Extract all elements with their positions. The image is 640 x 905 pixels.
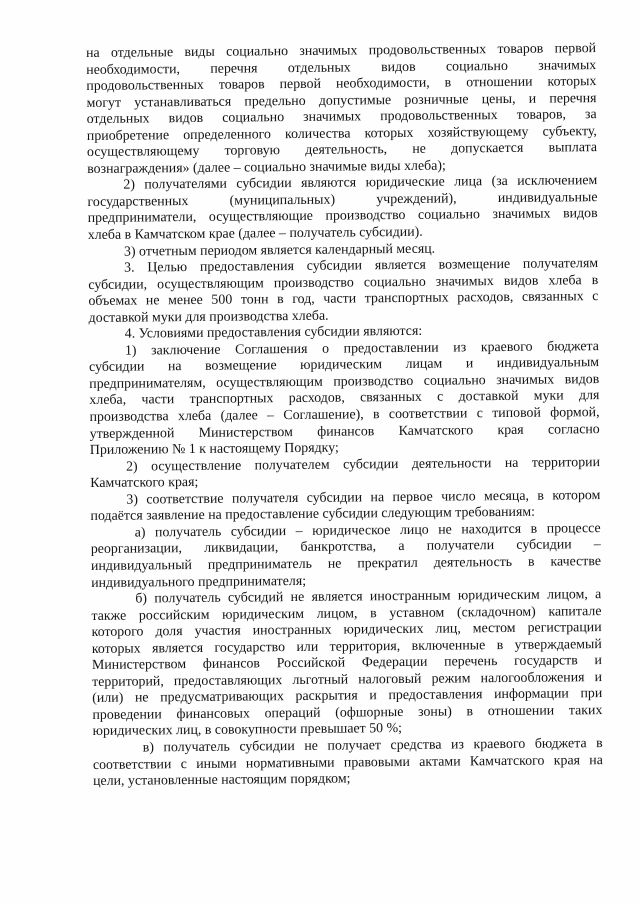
paragraph-line: утвержденной Министерством финансов Камчатского края согласно [89,421,600,442]
paragraph-line: государственных (муниципальных) учреждений), индивидуальные [87,190,598,210]
clause-3-reporting-period: 3) отчетным периодом является календарный месяц. [123,241,436,260]
paragraph-line: приобретение определенного количества которых хозяйствующему субъекту, [86,123,597,144]
paragraph-line: субсидии, осуществляющим производство социально значимых видов хлеба в [88,272,599,293]
paragraph-line: объемах не менее 500 тонн в год, части транспортных расходов, связанных с [88,289,599,310]
condition-1-agreement: 1) заключение Соглашения о предоставлении из краевого бюджета [124,338,599,359]
paragraph-line: субсидии на возмещение юридическим лицам и индивидуальным [89,355,600,376]
paragraph-line: предпринимателям, осуществляющим производство социально значимых видов [89,372,600,392]
paragraph-continuation: на отдельные виды социально значимых продовольственных товаров первой [86,41,597,61]
paragraph-line: соответствии с иными нормативными правовыми актами Камчатского края на [92,752,603,773]
paragraph-line: хлеба в Камчатском крае (далее – получатель субсидии). [87,224,423,244]
clause-2-recipients: 2) получателями субсидии являются юридические лица (за исключением [123,173,598,194]
paragraph-line: предприниматели, осуществляющие производство социально значимых видов [87,206,598,227]
paragraph-line: продовольственных товаров первой необходимости, в отношении которых [86,74,597,95]
paragraph-line: осуществляющему торговую деятельность, не допускается выплата [86,140,598,161]
paragraph-line: отдельных видов социально значимых продовольственных товаров, за [86,107,597,128]
condition-3-requirements: 3) соответствие получателя субсидии на первое число месяца, в котором [126,487,601,508]
paragraph-line: проведении финансовых операций (офшорные зоны) в отношении таких [92,702,603,723]
paragraph-line: Министерством финансов Российской Федерации перечень государств и [91,653,602,674]
paragraph-line: вознаграждения» (далее – социально значимые виды хлеба); [87,158,446,177]
document-body [86,41,603,790]
requirement-a: а) получатель субсидии – юридическое лицо не находится в процессе [134,520,601,541]
paragraph-line: доставкой муки для производства хлеба. [88,308,329,326]
requirement-b: б) получатель субсидий не является иностранным юридическим лицом, а [135,587,602,607]
paragraph-line: индивидуального предпринимателя; [91,573,307,591]
paragraph-line: цели, установленные настоящим порядком; [92,771,351,790]
paragraph-line: Камчатского края; [90,475,199,492]
paragraph-line: Приложению № 1 к настоящему Порядку; [89,440,339,459]
paragraph-line: которого доля участия иностранных юридических лиц, местом регистрации [91,620,602,641]
paragraph-line: территорий, предоставляющих льготный налоговый режим налогообложения и [92,669,603,690]
section-4-conditions: 4. Условиями предоставления субсидии являются: [124,324,423,342]
requirement-v: в) получатель субсидии не получает средства из краевого бюджета в [142,736,603,756]
condition-2-territory: 2) осуществление получателем субсидии деятельности на территории [125,454,601,475]
paragraph-line: реорганизации, ликвидации, банкротства, а получатели субсидии – [90,537,601,558]
section-3-purpose: 3. Целью предоставления субсидии является возмещение получателям [124,256,599,276]
paragraph-line: индивидуальный предприниматель не прекратил деятельность в качестве [90,554,602,574]
paragraph-line: необходимости, перечня отдельных видов социально значимых [86,57,597,78]
paragraph-line: могут устанавливаться предельно допустимые розничные цены, и перечня [86,90,597,111]
paragraph-line: которых является государство или территория, включенные в утверждаемый [91,636,602,657]
paragraph-line: (или) не предусматривающих раскрытия и предоставления информации при [92,686,603,707]
paragraph-line: хлеба, части транспортных расходов, связанных с доставкой муки для [89,388,600,409]
paragraph-line: подаётся заявление на предоставление субсидии следующим требованиям: [90,505,536,525]
paragraph-line: юридических лиц, в совокупности превышает 50 %; [92,721,403,740]
paragraph-line: также российским юридическим лицом, в уставном (складочном) капитале [91,603,602,624]
paragraph-line: производства хлеба (далее – Соглашение), в соответствии с типовой формой, [89,405,600,426]
